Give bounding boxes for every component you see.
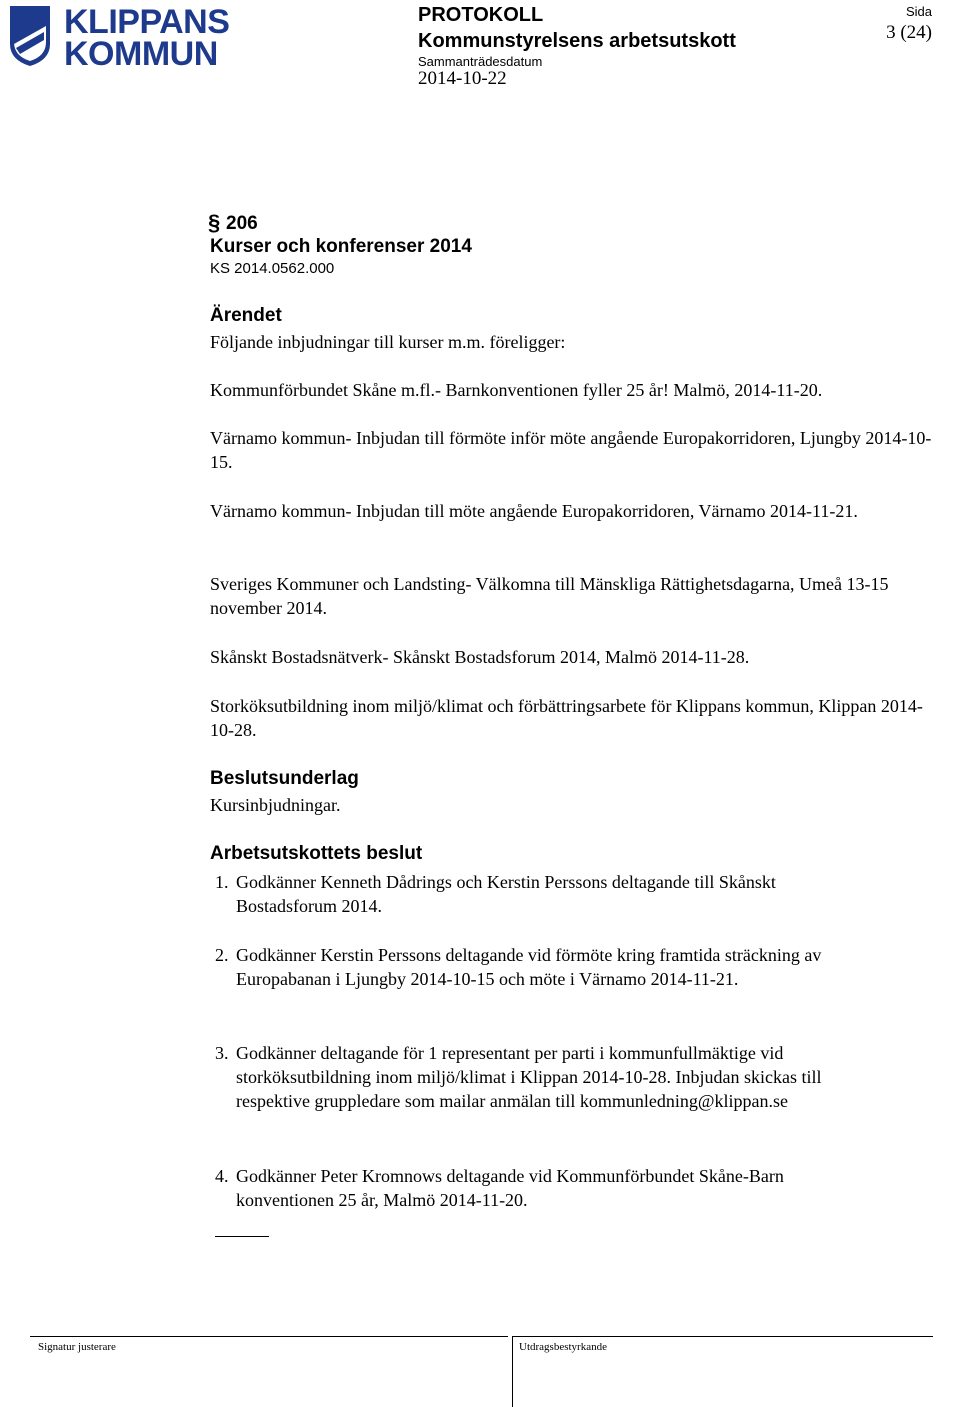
klippan-logo bbox=[6, 3, 230, 73]
list-item: Sveriges Kommuner och Landsting- Välkomna till Mänskliga Rättighetsdagarna, Umeå 13-15 november 2014. bbox=[210, 574, 889, 618]
end-divider bbox=[215, 1236, 269, 1237]
paragraph-mark: § bbox=[208, 210, 221, 235]
logo-text-kommun: KOMMUN bbox=[64, 35, 218, 73]
beslut-heading: Arbetsutskottets beslut bbox=[210, 843, 423, 864]
decision-text: Godkänner Kerstin Perssons deltagande vid förmöte kring framtida sträckning av Europabanan i Ljungby 2014-10-15 och möte i Värnamo 2014-11-21. bbox=[236, 945, 822, 989]
list-item: Värnamo kommun- Inbjudan till förmöte inför möte angående Europakorridoren, Ljungby 2014-10-15. bbox=[210, 428, 932, 472]
extract-box bbox=[512, 1336, 933, 1407]
page-label: Sida bbox=[905, 4, 932, 19]
beslutsunderlag-heading: Beslutsunderlag bbox=[210, 768, 359, 789]
decision-text: Godkänner deltagande för 1 representant per parti i kommunfullmäktige vid storköksutbildning inom miljö/klimat i Klippan 2014-10-28. Inbjudan skickas till respektive gruppledare som mailar anmälan till kommunledning@klippan.se bbox=[236, 1043, 822, 1111]
list-item: Skånskt Bostadsnätverk- Skånskt Bostadsforum 2014, Malmö 2014-11-28. bbox=[210, 647, 750, 667]
extract-label: Utdragsbestyrkande bbox=[519, 1341, 607, 1353]
beslutsunderlag-text: Kursinbjudningar. bbox=[210, 795, 341, 815]
meeting-date: 2014-10-22 bbox=[418, 68, 507, 89]
decision-number: 2. bbox=[215, 945, 229, 965]
decision-number: 3. bbox=[215, 1043, 229, 1063]
item-title: Kurser och konferenser 2014 bbox=[210, 236, 472, 257]
arendet-heading: Ärendet bbox=[210, 305, 282, 326]
signature-box bbox=[30, 1336, 508, 1407]
list-item: Kommunförbundet Skåne m.fl.- Barnkonventionen fyller 25 år! Malmö, 2014-11-20. bbox=[210, 380, 823, 400]
item-number: 206 bbox=[226, 213, 258, 234]
list-item: Värnamo kommun- Inbjudan till möte angående Europakorridoren, Värnamo 2014-11-21. bbox=[210, 501, 858, 521]
decision-number: 1. bbox=[215, 872, 229, 892]
committee-name: Kommunstyrelsens arbetsutskott bbox=[418, 30, 736, 52]
page-number: 3 (24) bbox=[886, 22, 932, 43]
case-number: KS 2014.0562.000 bbox=[210, 260, 335, 277]
decision-number: 4. bbox=[215, 1166, 229, 1186]
arendet-intro: Följande inbjudningar till kurser m.m. föreligger: bbox=[210, 332, 566, 352]
meeting-date-label: Sammanträdesdatum bbox=[418, 54, 543, 69]
document-type: PROTOKOLL bbox=[418, 4, 544, 26]
logo-text-klippans: KLIPPANS bbox=[64, 3, 230, 41]
municipal-crest-icon bbox=[6, 4, 62, 68]
list-item: Storköksutbildning inom miljö/klimat och förbättringsarbete för Klippans kommun, Klippan 2014-10-28. bbox=[210, 696, 923, 740]
signature-label: Signatur justerare bbox=[38, 1341, 116, 1353]
decision-text: Godkänner Peter Kromnows deltagande vid Kommunförbundet Skåne-Barn konventionen 25 år, Malmö 2014-11-20. bbox=[236, 1166, 784, 1210]
decision-text: Godkänner Kenneth Dådrings och Kerstin Perssons deltagande till Skånskt Bostadsforum 2014. bbox=[236, 872, 776, 916]
